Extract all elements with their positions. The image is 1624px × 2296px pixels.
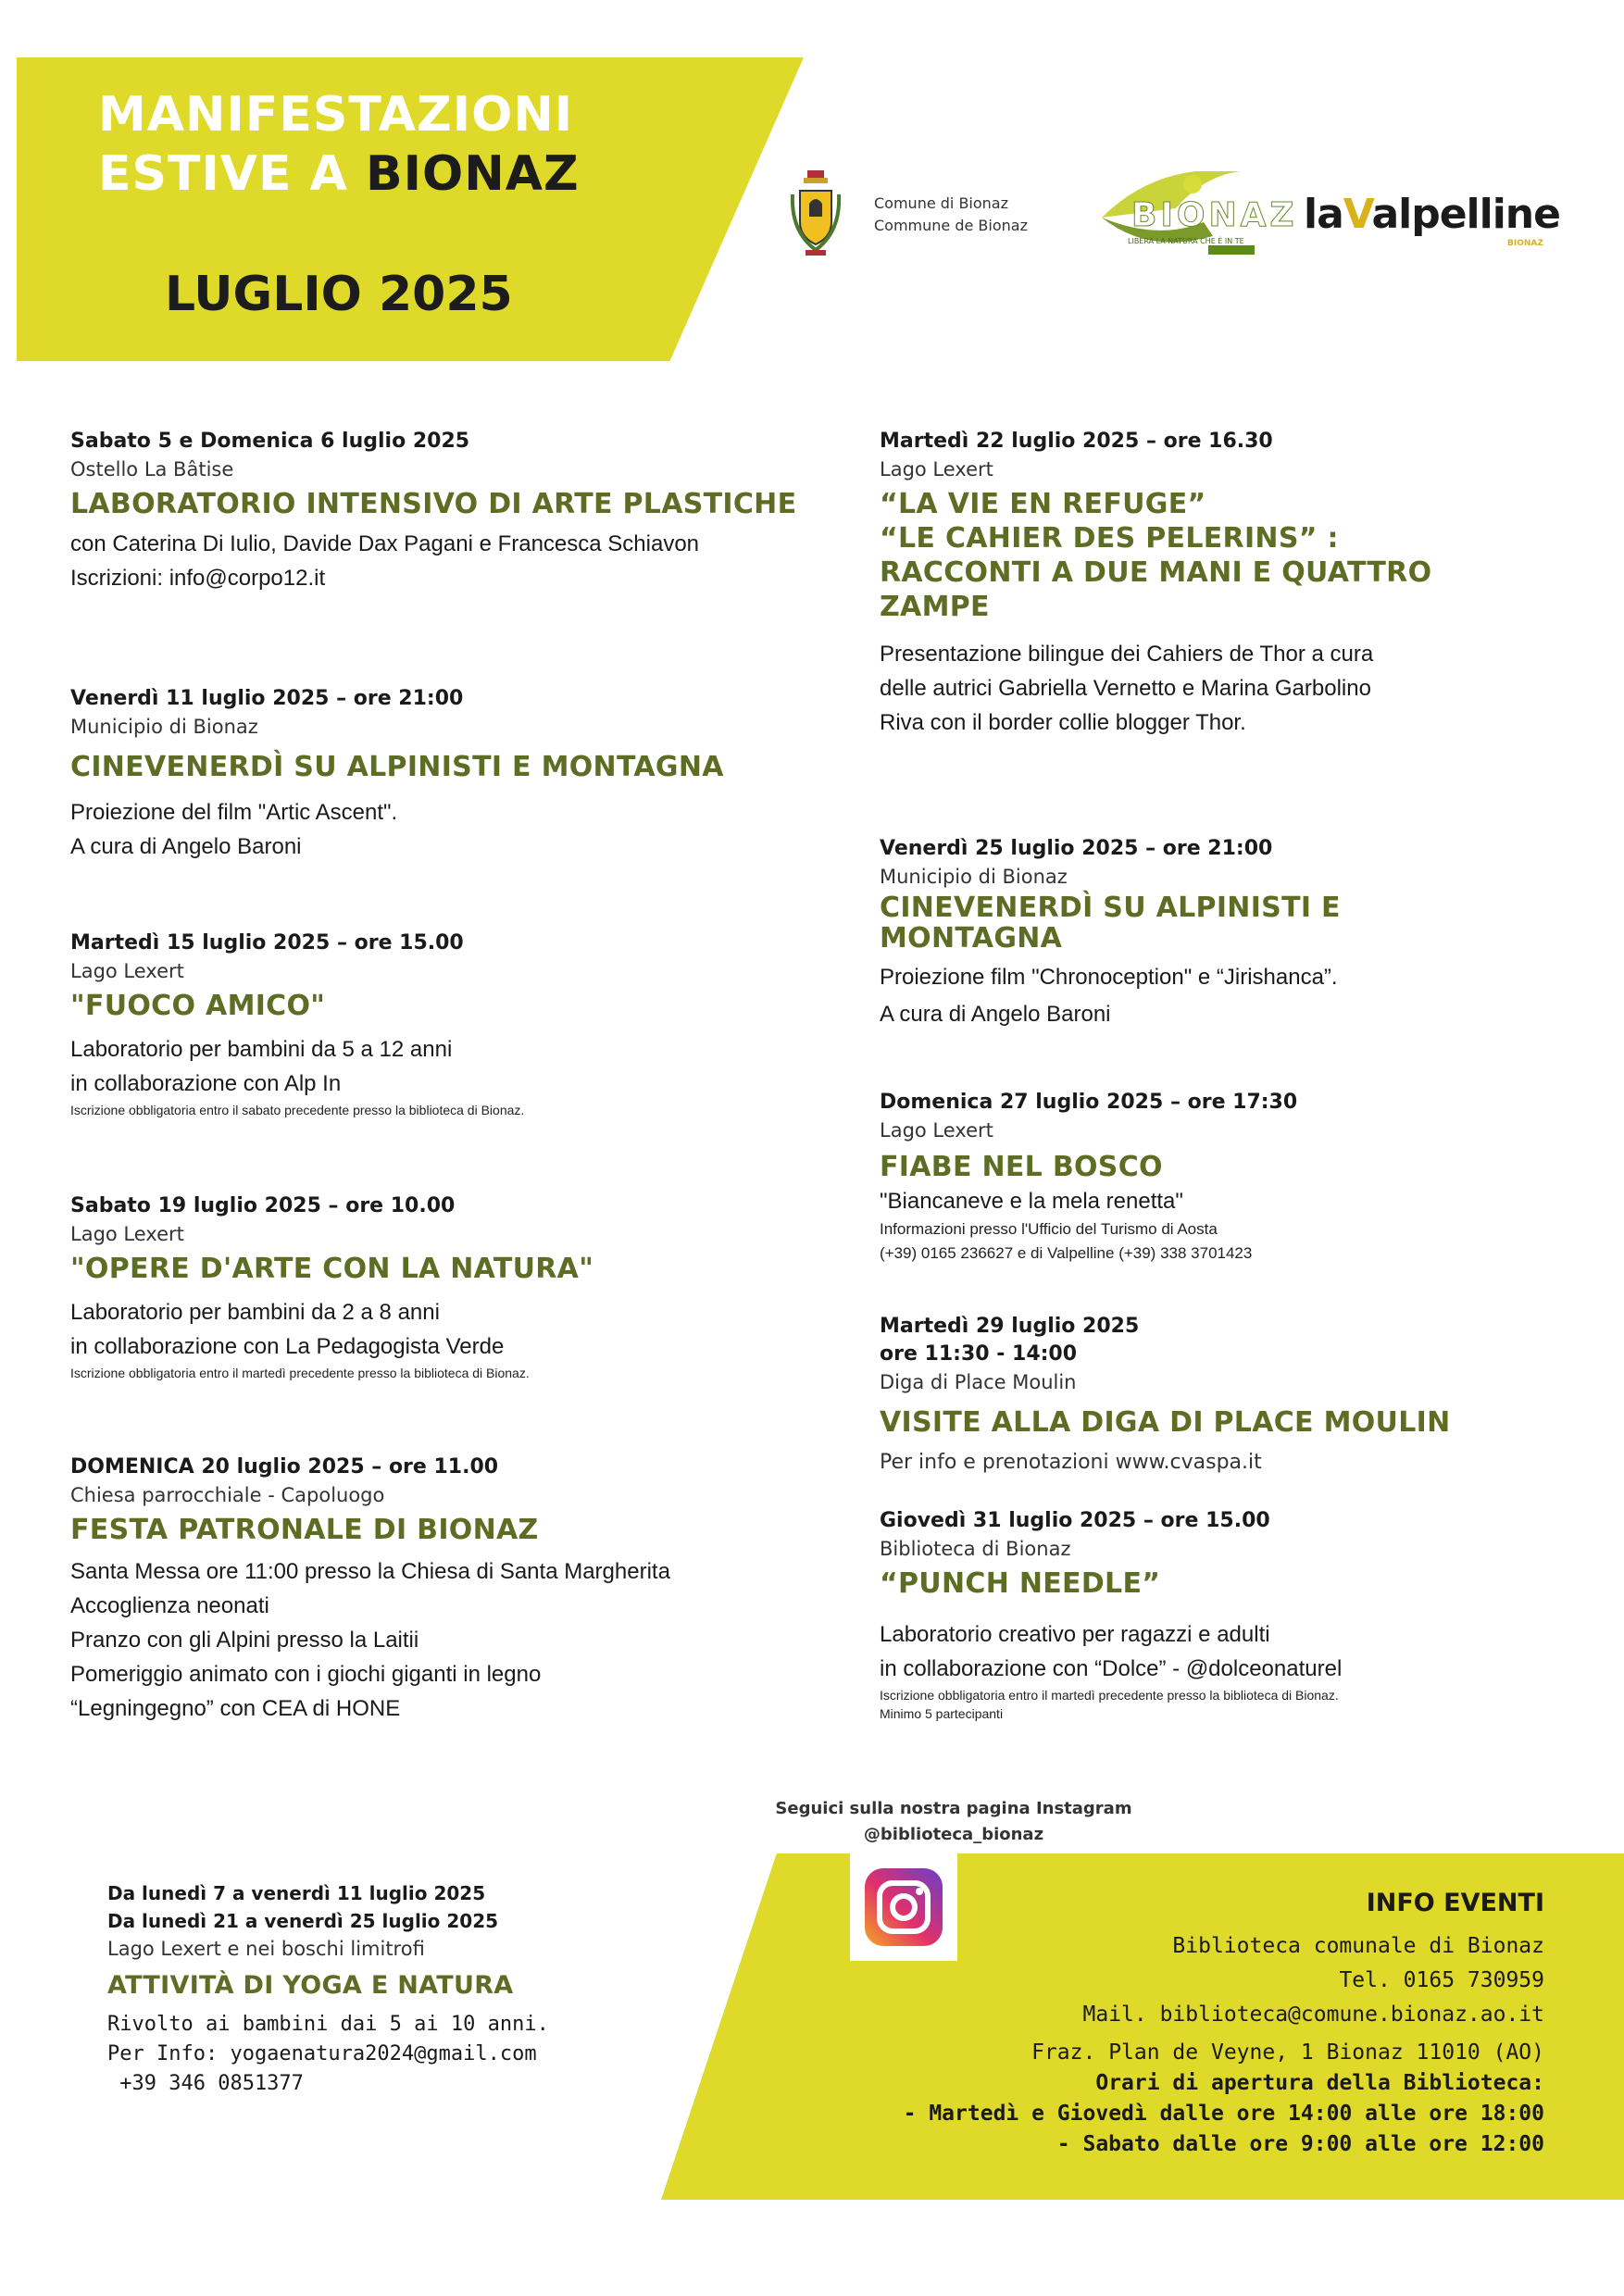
event-desc: Riva con il border collie blogger Thor.	[880, 710, 1246, 735]
event-date: Venerdì 25 luglio 2025 – ore 21:00	[880, 837, 1273, 860]
event-title	[880, 487, 1583, 624]
event-title: "OPERE D'ARTE CON LA NATURA"	[70, 1253, 594, 1285]
event-desc: Proiezione film "Chronoception" e “Jirishanca”.	[880, 965, 1338, 990]
info-mail[interactable]: Mail. biblioteca@comune.bionaz.ao.it	[1082, 2003, 1544, 2027]
event-place: Municipio di Bionaz	[70, 716, 258, 738]
event-desc: A cura di Angelo Baroni	[880, 1002, 1111, 1027]
info-hours-title: Orari di apertura della Biblioteca:	[1095, 2071, 1544, 2095]
event-desc: Pranzo con gli Alpini presso la Laitii	[70, 1628, 419, 1653]
event-date: Martedì 15 luglio 2025 – ore 15.00	[70, 931, 464, 955]
event-date: Venerdì 11 luglio 2025 – ore 21:00	[70, 687, 464, 710]
event-title: “PUNCH NEEDLE”	[880, 1567, 1161, 1600]
event-place: Municipio di Bionaz	[880, 866, 1068, 888]
event-right-5	[880, 1507, 1583, 1723]
page-title-line2	[98, 146, 580, 202]
event-desc: Per Info: yogaenatura2024@gmail.com	[107, 2042, 537, 2065]
event-date: Martedì 22 luglio 2025 – ore 16.30	[880, 430, 1273, 453]
event-place: Ostello La Bâtise	[70, 458, 234, 480]
event-right-4	[880, 1313, 1583, 1477]
comune-crest-icon	[789, 167, 843, 267]
page-month: LUGLIO 2025	[165, 267, 513, 322]
event-title-line: RACCONTI A DUE MANI E QUATTRO	[880, 556, 1432, 589]
event-note: Minimo 5 partecipanti	[880, 1706, 1004, 1721]
event-left-2	[70, 685, 830, 864]
event-date: Martedì 29 luglio 2025	[880, 1315, 1140, 1338]
event-title-line: CINEVENERDÌ SU ALPINISTI E	[880, 892, 1341, 924]
event-right-2	[880, 835, 1583, 1033]
valpelline-v: V	[1343, 191, 1372, 238]
event-date: Sabato 5 e Domenica 6 luglio 2025	[70, 430, 470, 453]
event-desc: in collaborazione con “Dolce” - @dolceonaturel	[880, 1656, 1343, 1681]
event-desc: Presentazione bilingue dei Cahiers de Thor a cura	[880, 642, 1374, 667]
bionaz-logo-word: BIONAZ	[1131, 196, 1298, 234]
event-date: Da lunedì 21 a venerdì 25 luglio 2025	[107, 1910, 499, 1932]
event-desc: in collaborazione con Alp In	[70, 1071, 342, 1096]
bionaz-logo-tagline: LIBERA LA NATURA CHE È IN TE	[1128, 237, 1244, 245]
event-desc: “Legningegno” con CEA di HONE	[70, 1696, 401, 1721]
event-desc: Iscrizioni: info@corpo12.it	[70, 566, 326, 591]
event-desc: A cura di Angelo Baroni	[70, 834, 302, 859]
instagram-caption-text: Seguici sulla nostra pagina Instagram	[775, 1799, 1132, 1818]
title-accent: BIONAZ	[366, 146, 580, 202]
event-left-1	[70, 428, 830, 595]
event-desc: Per info e prenotazioni www.cvaspa.it	[880, 1451, 1262, 1474]
event-yoga	[107, 1879, 626, 2099]
event-right-1	[880, 428, 1583, 740]
info-block	[904, 1885, 1544, 2160]
instagram-handle[interactable]: @biblioteca_bionaz	[863, 1825, 1044, 1844]
event-title-line: ZAMPE	[880, 591, 990, 623]
event-title-line: “LA VIE EN REFUGE”	[880, 488, 1206, 520]
event-date: ore 11:30 - 14:00	[880, 1342, 1078, 1366]
event-date: Da lunedì 7 a venerdì 11 luglio 2025	[107, 1882, 486, 1904]
event-place: Biblioteca di Bionaz	[880, 1538, 1071, 1560]
info-title: INFO EVENTI	[1366, 1889, 1544, 1917]
event-desc: Santa Messa ore 11:00 presso la Chiesa di Santa Margherita	[70, 1559, 670, 1584]
event-note: Iscrizione obbligatoria entro il sabato precedente presso la biblioteca di Bionaz.	[70, 1103, 525, 1117]
event-date: Domenica 27 luglio 2025 – ore 17:30	[880, 1091, 1298, 1114]
event-date: Sabato 19 luglio 2025 – ore 10.00	[70, 1194, 456, 1217]
event-desc: Rivolto ai bambini dai 5 ai 10 anni.	[107, 2013, 549, 2036]
comune-label	[874, 193, 1028, 237]
event-left-5	[70, 1454, 830, 1726]
info-address: Fraz. Plan de Veyne, 1 Bionaz 11010 (AO)	[1031, 2040, 1544, 2065]
event-place: Lago Lexert e nei boschi limitrofi	[107, 1938, 425, 1960]
event-desc: Proiezione del film "Artic Ascent".	[70, 800, 398, 825]
event-note: Informazioni presso l'Ufficio del Turismo di Aosta	[880, 1220, 1218, 1238]
event-date: Giovedì 31 luglio 2025 – ore 15.00	[880, 1509, 1270, 1532]
event-right-3	[880, 1089, 1583, 1266]
event-title: ATTIVITÀ DI YOGA E NATURA	[107, 1971, 514, 2000]
comune-label-it: Comune di Bionaz	[874, 194, 1008, 212]
event-desc: delle autrici Gabriella Vernetto e Marina Garbolino	[880, 676, 1371, 701]
event-title: VISITE ALLA DIGA DI PLACE MOULIN	[880, 1406, 1451, 1439]
valpelline-prefix: la	[1304, 191, 1343, 238]
page-title-line1: MANIFESTAZIONI	[98, 87, 574, 143]
event-left-3	[70, 930, 830, 1119]
event-title-line: “LE CAHIER DES PELERINS” :	[880, 522, 1339, 555]
event-desc: +39 346 0851377	[107, 2072, 304, 2095]
event-place: Lago Lexert	[880, 1119, 993, 1142]
event-note: (+39) 0165 236627 e di Valpelline (+39) 338 3701423	[880, 1244, 1253, 1262]
event-title: "FUOCO AMICO"	[70, 990, 326, 1022]
valpelline-logo	[1304, 191, 1560, 238]
title-prefix: ESTIVE A	[98, 146, 367, 202]
event-place: Lago Lexert	[70, 1223, 184, 1245]
event-title: FESTA PATRONALE DI BIONAZ	[70, 1514, 539, 1546]
event-note: Iscrizione obbligatoria entro il martedì precedente presso la biblioteca di Bionaz.	[70, 1366, 530, 1380]
event-place: Lago Lexert	[880, 458, 993, 480]
event-title: LABORATORIO INTENSIVO DI ARTE PLASTICHE	[70, 488, 797, 520]
event-title: CINEVENERDÌ SU ALPINISTI E MONTAGNA	[70, 751, 724, 783]
valpelline-sub: BIONAZ	[1507, 239, 1543, 248]
event-place: Lago Lexert	[70, 960, 184, 982]
valpelline-rest: alpelline	[1371, 191, 1560, 238]
event-place: Diga di Place Moulin	[880, 1371, 1077, 1393]
event-desc: con Caterina Di Iulio, Davide Dax Pagani e Francesca Schiavon	[70, 531, 700, 556]
event-desc: in collaborazione con La Pedagogista Verde	[70, 1334, 505, 1359]
info-library: Biblioteca comunale di Bionaz	[1172, 1934, 1544, 1958]
event-title-line: MONTAGNA	[880, 922, 1063, 955]
info-phone: Tel. 0165 730959	[1339, 1968, 1544, 1992]
event-desc: Laboratorio per bambini da 5 a 12 anni	[70, 1037, 453, 1062]
event-left-4	[70, 1192, 830, 1382]
info-hours-line: - Sabato dalle ore 9:00 alle ore 12:00	[1056, 2132, 1544, 2156]
event-desc: Laboratorio creativo per ragazzi e adulti	[880, 1622, 1270, 1647]
event-date: DOMENICA 20 luglio 2025 – ore 11.00	[70, 1455, 499, 1479]
event-place: Chiesa parrocchiale - Capoluogo	[70, 1484, 385, 1506]
event-desc: Accoglienza neonati	[70, 1593, 269, 1618]
event-title: FIABE NEL BOSCO	[880, 1151, 1163, 1183]
event-note: Iscrizione obbligatoria entro il martedì precedente presso la biblioteca di Bionaz.	[880, 1688, 1339, 1703]
info-hours-line: - Martedì e Giovedì dalle ore 14:00 alle ore 18:00	[903, 2102, 1544, 2126]
event-desc: "Biancaneve e la mela renetta"	[880, 1189, 1183, 1214]
event-desc: Pomeriggio animato con i giochi giganti in legno	[70, 1662, 542, 1687]
event-desc: Laboratorio per bambini da 2 a 8 anni	[70, 1300, 440, 1325]
comune-label-fr: Commune de Bionaz	[874, 217, 1028, 234]
instagram-caption	[713, 1796, 1194, 1848]
event-title	[880, 892, 1583, 954]
